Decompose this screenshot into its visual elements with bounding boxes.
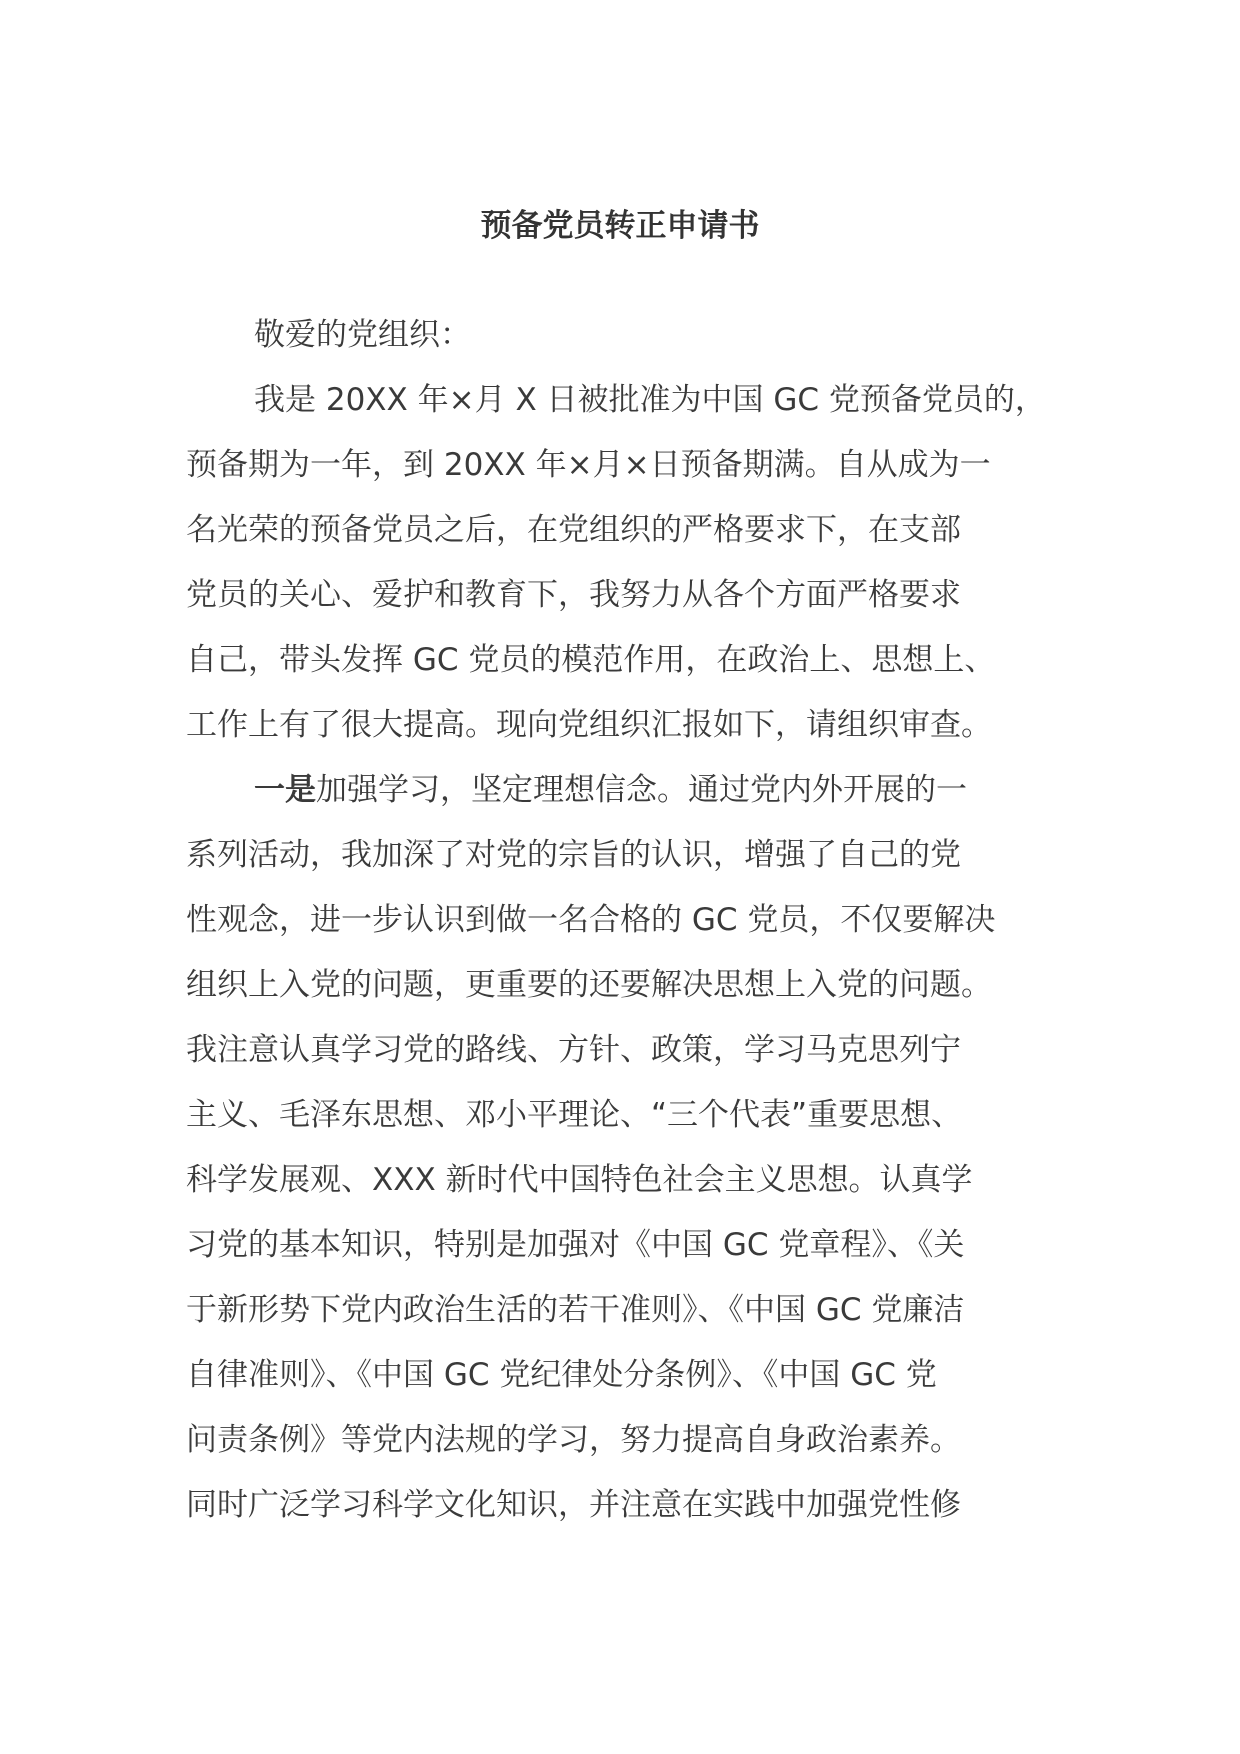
paragraph-2-line: 我注意认真学习党的路线、方针、政策，学习马克思列宁 (186, 1032, 961, 1068)
paragraph-2-line: 于新形势下党内政治生活的若干准则》、《中国 GC 党廉洁 (186, 1292, 965, 1328)
paragraph-2-line: 习党的基本知识，特别是加强对《中国 GC 党章程》、《关 (186, 1227, 965, 1263)
paragraph-1-line: 预备期为一年，到 20XX 年×月×日预备期满。自从成为一 (186, 447, 991, 483)
paragraph-2-line: 主义、毛泽东思想、邓小平理论、“三个代表”重要思想、 (186, 1097, 963, 1133)
document-title: 预备党员转正申请书 (480, 208, 760, 244)
paragraph-2-lead: 一是 (254, 772, 316, 808)
paragraph-1-line: 自己，带头发挥 GC 党员的模范作用，在政治上、思想上、 (186, 642, 996, 678)
paragraph-2-line: 组织上入党的问题，更重要的还要解决思想上入党的问题。 (186, 967, 992, 1003)
paragraph-1-line: 我是 20XX 年×月 X 日被批准为中国 GC 党预备党员的， (254, 382, 1046, 418)
paragraph-2-line: 科学发展观、XXX 新时代中国特色社会主义思想。认真学 (186, 1162, 973, 1198)
paragraph-2-first-text: 加强学习，坚定理想信念。通过党内外开展的一 (316, 772, 967, 808)
paragraph-2-line: 自律准则》、《中国 GC 党纪律处分条例》、《中国 GC 党 (186, 1357, 937, 1393)
paragraph-2-line: 系列活动，我加深了对党的宗旨的认识，增强了自己的党 (186, 837, 961, 873)
paragraph-1-line: 名光荣的预备党员之后，在党组织的严格要求下，在支部 (186, 512, 961, 548)
paragraph-2-first-line (186, 758, 1066, 823)
paragraph-1-line: 党员的关心、爱护和教育下，我努力从各个方面严格要求 (186, 577, 961, 613)
paragraph-2-line: 性观念，进一步认识到做一名合格的 GC 党员，不仅要解决 (186, 902, 996, 938)
paragraph-1-line: 工作上有了很大提高。现向党组织汇报如下，请组织审查。 (186, 707, 992, 743)
document-body (186, 303, 1066, 1538)
paragraph-2-line: 问责条例》等党内法规的学习，努力提高自身政治素养。 (186, 1422, 961, 1458)
paragraph-2-line: 同时广泛学习科学文化知识，并注意在实践中加强党性修 (186, 1487, 961, 1523)
salutation: 敬爱的党组织： (254, 317, 471, 353)
